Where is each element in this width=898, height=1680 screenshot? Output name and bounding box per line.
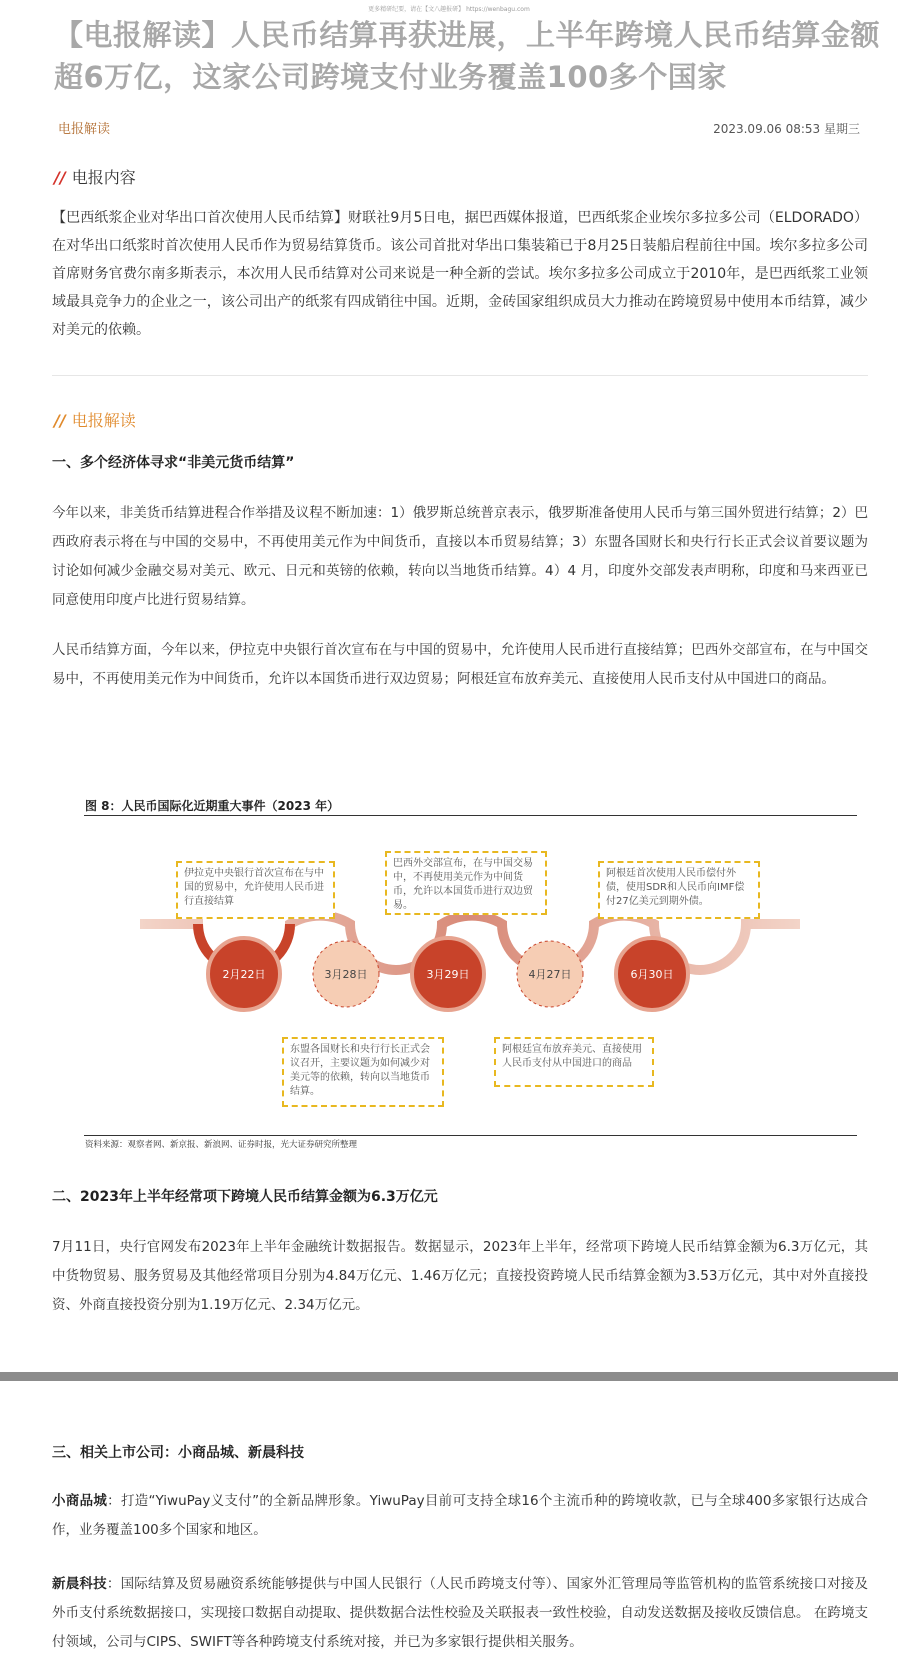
timeline-event-box-3: 巴西外交部宣布，在与中国交易中，不再使用美元作为中间货币，允许以本国货币进行双边贸易。 [385, 851, 547, 915]
part2-paragraph: 7月11日，央行官网发布2023年上半年金融统计数据报告。数据显示，2023年上半年，经常项下跨境人民币结算金额为6.3万亿元，其中货物贸易、服务贸易及其他经常项目分别为4.84万亿元、1.46万亿元；直接投资跨境人民币结算金额为3.53万亿元，其中对外直接投资、外商直接投资分别为1.19万亿元、2.34万亿元。 [52, 1239, 868, 1313]
company1-text: ：打造“YiwuPay义支付”的全新品牌形象。YiwuPay目前可支持全球16个主流币种的跨境收款，已与全球400多家银行达成合作，业务覆盖100多个国家和地区。 [52, 1493, 868, 1538]
publish-datetime: 2023.09.06 08:53 星期三 [713, 122, 860, 136]
content-body: 【巴西纸浆企业对华出口首次使用人民币结算】财联社9月5日电，据巴西媒体报道，巴西纸浆企业埃尔多拉多公司（ELDORADO）在对华出口纸浆时首次使用人民币作为贸易结算货币。该公司首批对华出口集装箱已于8月25日装船启程前往中国。埃尔多拉多公司首席财务官费尔南多斯表示，本次用人民币结算对公司来说是一种全新的尝试。埃尔多拉多公司成立于2010年，是巴西纸浆工业领域最具竞争力的企业之一，该公司出产的纸浆有四成销往中国。近期，金砖国家组织成员大力推动在跨境贸易中使用本币结算，减少对美元的依赖。 [52, 210, 868, 338]
company2-text: ：国际结算及贸易融资系统能够提供与中国人民银行（人民币跨境支付等）、国家外汇管理局等监管机构的监管系统接口对接及外币支付系统数据接口，实现接口数据自动提取、提供数据合法性校验及关联报表一致性校验，自动发送数据及接收反馈信息。 在跨境支付领域，公司与CIPS、SWIFT等各种跨境支付系统对接，并已为多家银行提供相关服务。 [52, 1576, 869, 1650]
content-section-heading [54, 165, 136, 188]
part1-paragraph-2: 人民币结算方面，今年以来，伊拉克中央银行首次宣布在与中国的贸易中，允许使用人民币进行直接结算；巴西外交部宣布，在与中国交易中，不再使用美元作为中间货币，允许以本国货币进行双边贸易；阿根廷宣布放弃美元、直接使用人民币支付从中国进口的商品。 [52, 642, 868, 687]
timeline-date-3: 3月29日 [426, 968, 470, 981]
section-slash-icon: // [54, 411, 66, 430]
company2-paragraph [52, 1570, 868, 1657]
timeline-event-box-4: 阿根廷宣布放弃美元、直接使用人民币支付从中国进口的商品 [494, 1037, 654, 1087]
content-heading-text: 电报内容 [71, 168, 136, 187]
timeline-date-2: 3月28日 [324, 968, 368, 981]
timeline-event-box-5: 阿根廷首次使用人民币偿付外债，使用SDR和人民币向IMF偿付27亿美元到期外债。 [598, 861, 760, 919]
part3-heading: 三、相关上市公司：小商品城、新晨科技 [52, 1445, 304, 1461]
analysis-section-heading [54, 408, 136, 431]
timeline-event-box-2: 东盟各国财长和央行行长正式会议召开，主要议题为如何减少对美元等的依赖，转向以当地货币结算。 [282, 1037, 444, 1107]
timeline-date-4: 4月27日 [528, 968, 572, 981]
figure-bottom-rule [84, 1135, 857, 1136]
company1-paragraph [52, 1487, 868, 1545]
part1-paragraph-1: 今年以来，非美货币结算进程合作举措及议程不断加速：1）俄罗斯总统普京表示，俄罗斯准备使用人民币与第三国外贸进行结算；2）巴西政府表示将在与中国的交易中，不再使用美元作为中间货币，直接以本币贸易结算；3）东盟各国财长和央行行长正式会议首要议题为讨论如何减少金融交易对美元、欧元、日元和英镑的依赖，转向以当地货币结算。4）4 月，印度外交部发表声明称，印度和马来西亚已同意使用印度卢比进行贸易结算。 [52, 505, 868, 608]
figure-title: 图 8：人民币国际化近期重大事件（2023 年） [85, 799, 340, 813]
company1-name: 小商品城 [52, 1493, 108, 1509]
section-divider [52, 375, 868, 376]
section-slash-icon: // [54, 168, 66, 187]
analysis-heading-text: 电报解读 [71, 411, 136, 430]
timeline-circles [140, 900, 800, 1040]
company2-name: 新晨科技 [52, 1576, 107, 1592]
page-break-band [0, 1372, 898, 1381]
category-tag[interactable]: 电报解读 [58, 122, 111, 137]
watermark: 更多精研纪要，请在【文八趣报研】 https://wenbagu.com [368, 6, 530, 13]
figure-source: 资料来源：观察者网、新京报、新浪网、证券时报，光大证券研究所整理 [85, 1140, 358, 1150]
figure-top-rule [84, 815, 857, 816]
part1-heading: 一、多个经济体寻求“非美元货币结算” [52, 455, 295, 471]
article-title: 【电报解读】人民币结算再获进展，上半年跨境人民币结算金额超6万亿，这家公司跨境支付业务覆盖100多个国家 [54, 18, 881, 94]
part2-heading: 二、2023年上半年经常项下跨境人民币结算金额为6.3万亿元 [52, 1189, 438, 1205]
timeline-date-5: 6月30日 [630, 968, 674, 981]
timeline-date-1: 2月22日 [222, 968, 266, 981]
timeline-event-box-1: 伊拉克中央银行首次宣布在与中国的贸易中，允许使用人民币进行直接结算 [176, 861, 335, 919]
